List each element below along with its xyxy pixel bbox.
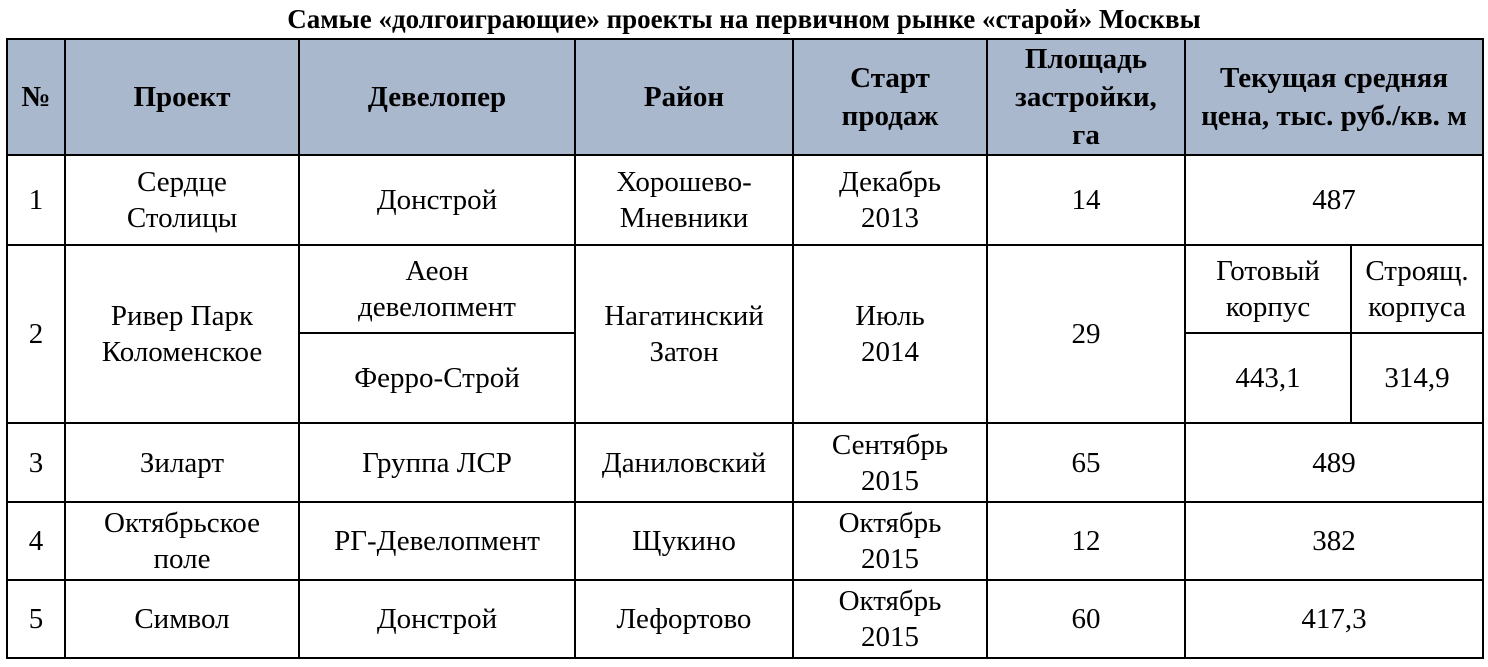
cell-area: 14 [987, 155, 1185, 245]
cell-start-text: Октябрь 2015 [838, 585, 942, 653]
cell-developer: Донстрой [299, 155, 575, 245]
cell-project [65, 155, 299, 245]
cell-start [793, 245, 987, 423]
cell-district: Лефортово [575, 580, 793, 658]
cell-area: 12 [987, 502, 1185, 580]
projects-table [6, 38, 1484, 659]
cell-start-text: Октябрь 2015 [838, 507, 942, 575]
cell-district: Даниловский [575, 423, 793, 502]
cell-num: 2 [7, 245, 65, 423]
cell-price: 489 [1185, 423, 1483, 502]
cell-start [793, 423, 987, 502]
cell-district [575, 155, 793, 245]
table-row [7, 423, 1483, 502]
header-area-text: Площадь застройки, га [1015, 43, 1157, 151]
table-row [7, 245, 1483, 333]
cell-num: 3 [7, 423, 65, 502]
cell-price-label-building-text: Строящ. корпуса [1365, 255, 1469, 323]
cell-area: 60 [987, 580, 1185, 658]
cell-district-text: Нагатинский Затон [604, 300, 764, 368]
cell-developer [299, 245, 575, 333]
cell-district: Щукино [575, 502, 793, 580]
header-area [987, 39, 1185, 155]
header-price-text: Текущая средняя цена, тыс. руб./кв. м [1201, 62, 1467, 132]
cell-project-text: Сердце Столицы [126, 166, 238, 234]
cell-start-text: Сентябрь 2015 [831, 428, 949, 497]
cell-price: 382 [1185, 502, 1483, 580]
cell-developer: Донстрой [299, 580, 575, 658]
cell-district-text: Хорошево-Мневники [616, 166, 752, 234]
cell-start-text: Декабрь 2013 [838, 166, 941, 234]
header-num: № [7, 39, 65, 155]
header-start [793, 39, 987, 155]
header-row [7, 39, 1483, 155]
header-start-text: Старт продаж [841, 62, 939, 132]
cell-price-building: 314,9 [1351, 333, 1483, 423]
header-developer: Девелопер [299, 39, 575, 155]
cell-price-label-ready-text: Готовый корпус [1216, 255, 1320, 323]
table-title: Самые «долгоиграющие» проекты на первичном рынке «старой» Москвы [287, 4, 1201, 34]
cell-price-ready: 443,1 [1185, 333, 1351, 423]
header-project: Проект [65, 39, 299, 155]
cell-price: 487 [1185, 155, 1483, 245]
header-district: Район [575, 39, 793, 155]
cell-num: 4 [7, 502, 65, 580]
cell-area: 29 [987, 245, 1185, 423]
cell-developer: РГ-Девелопмент [299, 502, 575, 580]
cell-project-text: Ривер Парк Коломенское [101, 300, 263, 368]
cell-start [793, 580, 987, 658]
cell-price: 417,3 [1185, 580, 1483, 658]
cell-project: Символ [65, 580, 299, 658]
cell-project-text: Октябрьское поле [104, 507, 260, 575]
cell-price-label-building [1351, 245, 1483, 333]
cell-project: Зиларт [65, 423, 299, 502]
cell-developer: Ферро-Строй [299, 333, 575, 423]
cell-start [793, 155, 987, 245]
cell-area: 65 [987, 423, 1185, 502]
cell-num: 5 [7, 580, 65, 658]
cell-project [65, 245, 299, 423]
cell-start-text: Июль 2014 [855, 300, 925, 368]
cell-num: 1 [7, 155, 65, 245]
table-row [7, 155, 1483, 245]
cell-district [575, 245, 793, 423]
cell-price-label-ready [1185, 245, 1351, 333]
header-price [1185, 39, 1483, 155]
cell-start [793, 502, 987, 580]
cell-developer-text: Аеон девелопмент [358, 255, 516, 323]
cell-developer: Группа ЛСР [299, 423, 575, 502]
table-row [7, 502, 1483, 580]
table-row [7, 580, 1483, 658]
cell-project [65, 502, 299, 580]
